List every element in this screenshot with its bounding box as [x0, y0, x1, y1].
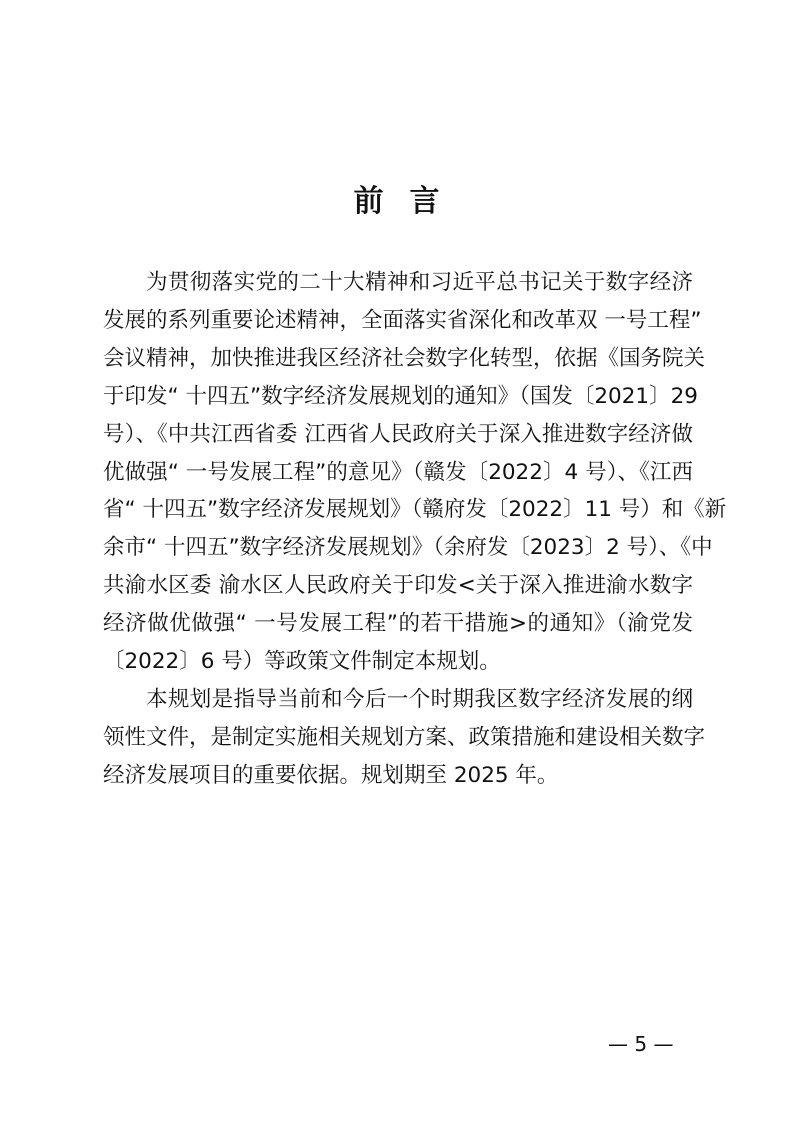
text-line: 号）、《中共江西省委 江西省人民政府关于深入推进数字经济做	[103, 421, 693, 447]
text-line: 共渝水区委 渝水区人民政府关于印发<关于深入推进渝水数字	[103, 573, 693, 599]
text-line: 发展的系列重要论述精神，全面落实省深化和改革双 一号工程”	[103, 307, 702, 333]
text-line: 领性文件，是制定实施相关规划方案、政策措施和建设相关数字	[103, 724, 706, 750]
text-line: 经济发展项目的重要依据。规划期至 2025 年。	[103, 762, 559, 788]
text-line: 本规划是指导当前和今后一个时期我区数字经济发展的纲	[146, 686, 693, 712]
text-line: 〔2022〕6 号）等政策文件制定本规划。	[103, 649, 501, 675]
text-line: 经济做优做强“ 一号发展工程”的若干措施>的通知》（渝党发	[103, 611, 693, 637]
text-line: 为贯彻落实党的二十大精神和习近平总书记关于数字经济	[146, 270, 693, 295]
page-number: — 5 —	[608, 1032, 674, 1056]
text-line: 会议精神，加快推进我区经济社会数字化转型，依据《国务院关	[103, 345, 706, 371]
text-line: 优做强“ 一号发展工程”的意见》（赣发〔2022〕4 号）、《江西	[103, 459, 693, 485]
page-title: 前言	[353, 184, 466, 219]
text-line: 于印发“ 十四五”数字经济发展规划的通知》（国发〔2021〕29	[103, 383, 698, 409]
body-text	[103, 264, 727, 795]
text-line: 省“ 十四五”数字经济发展规划》（赣府发〔2022〕11 号）和《新	[103, 497, 727, 523]
text-line: 余市“ 十四五”数字经济发展规划》（余府发〔2023〕2 号）、《中	[103, 535, 713, 561]
paragraph-2	[103, 681, 706, 795]
paragraph-1	[103, 264, 727, 681]
